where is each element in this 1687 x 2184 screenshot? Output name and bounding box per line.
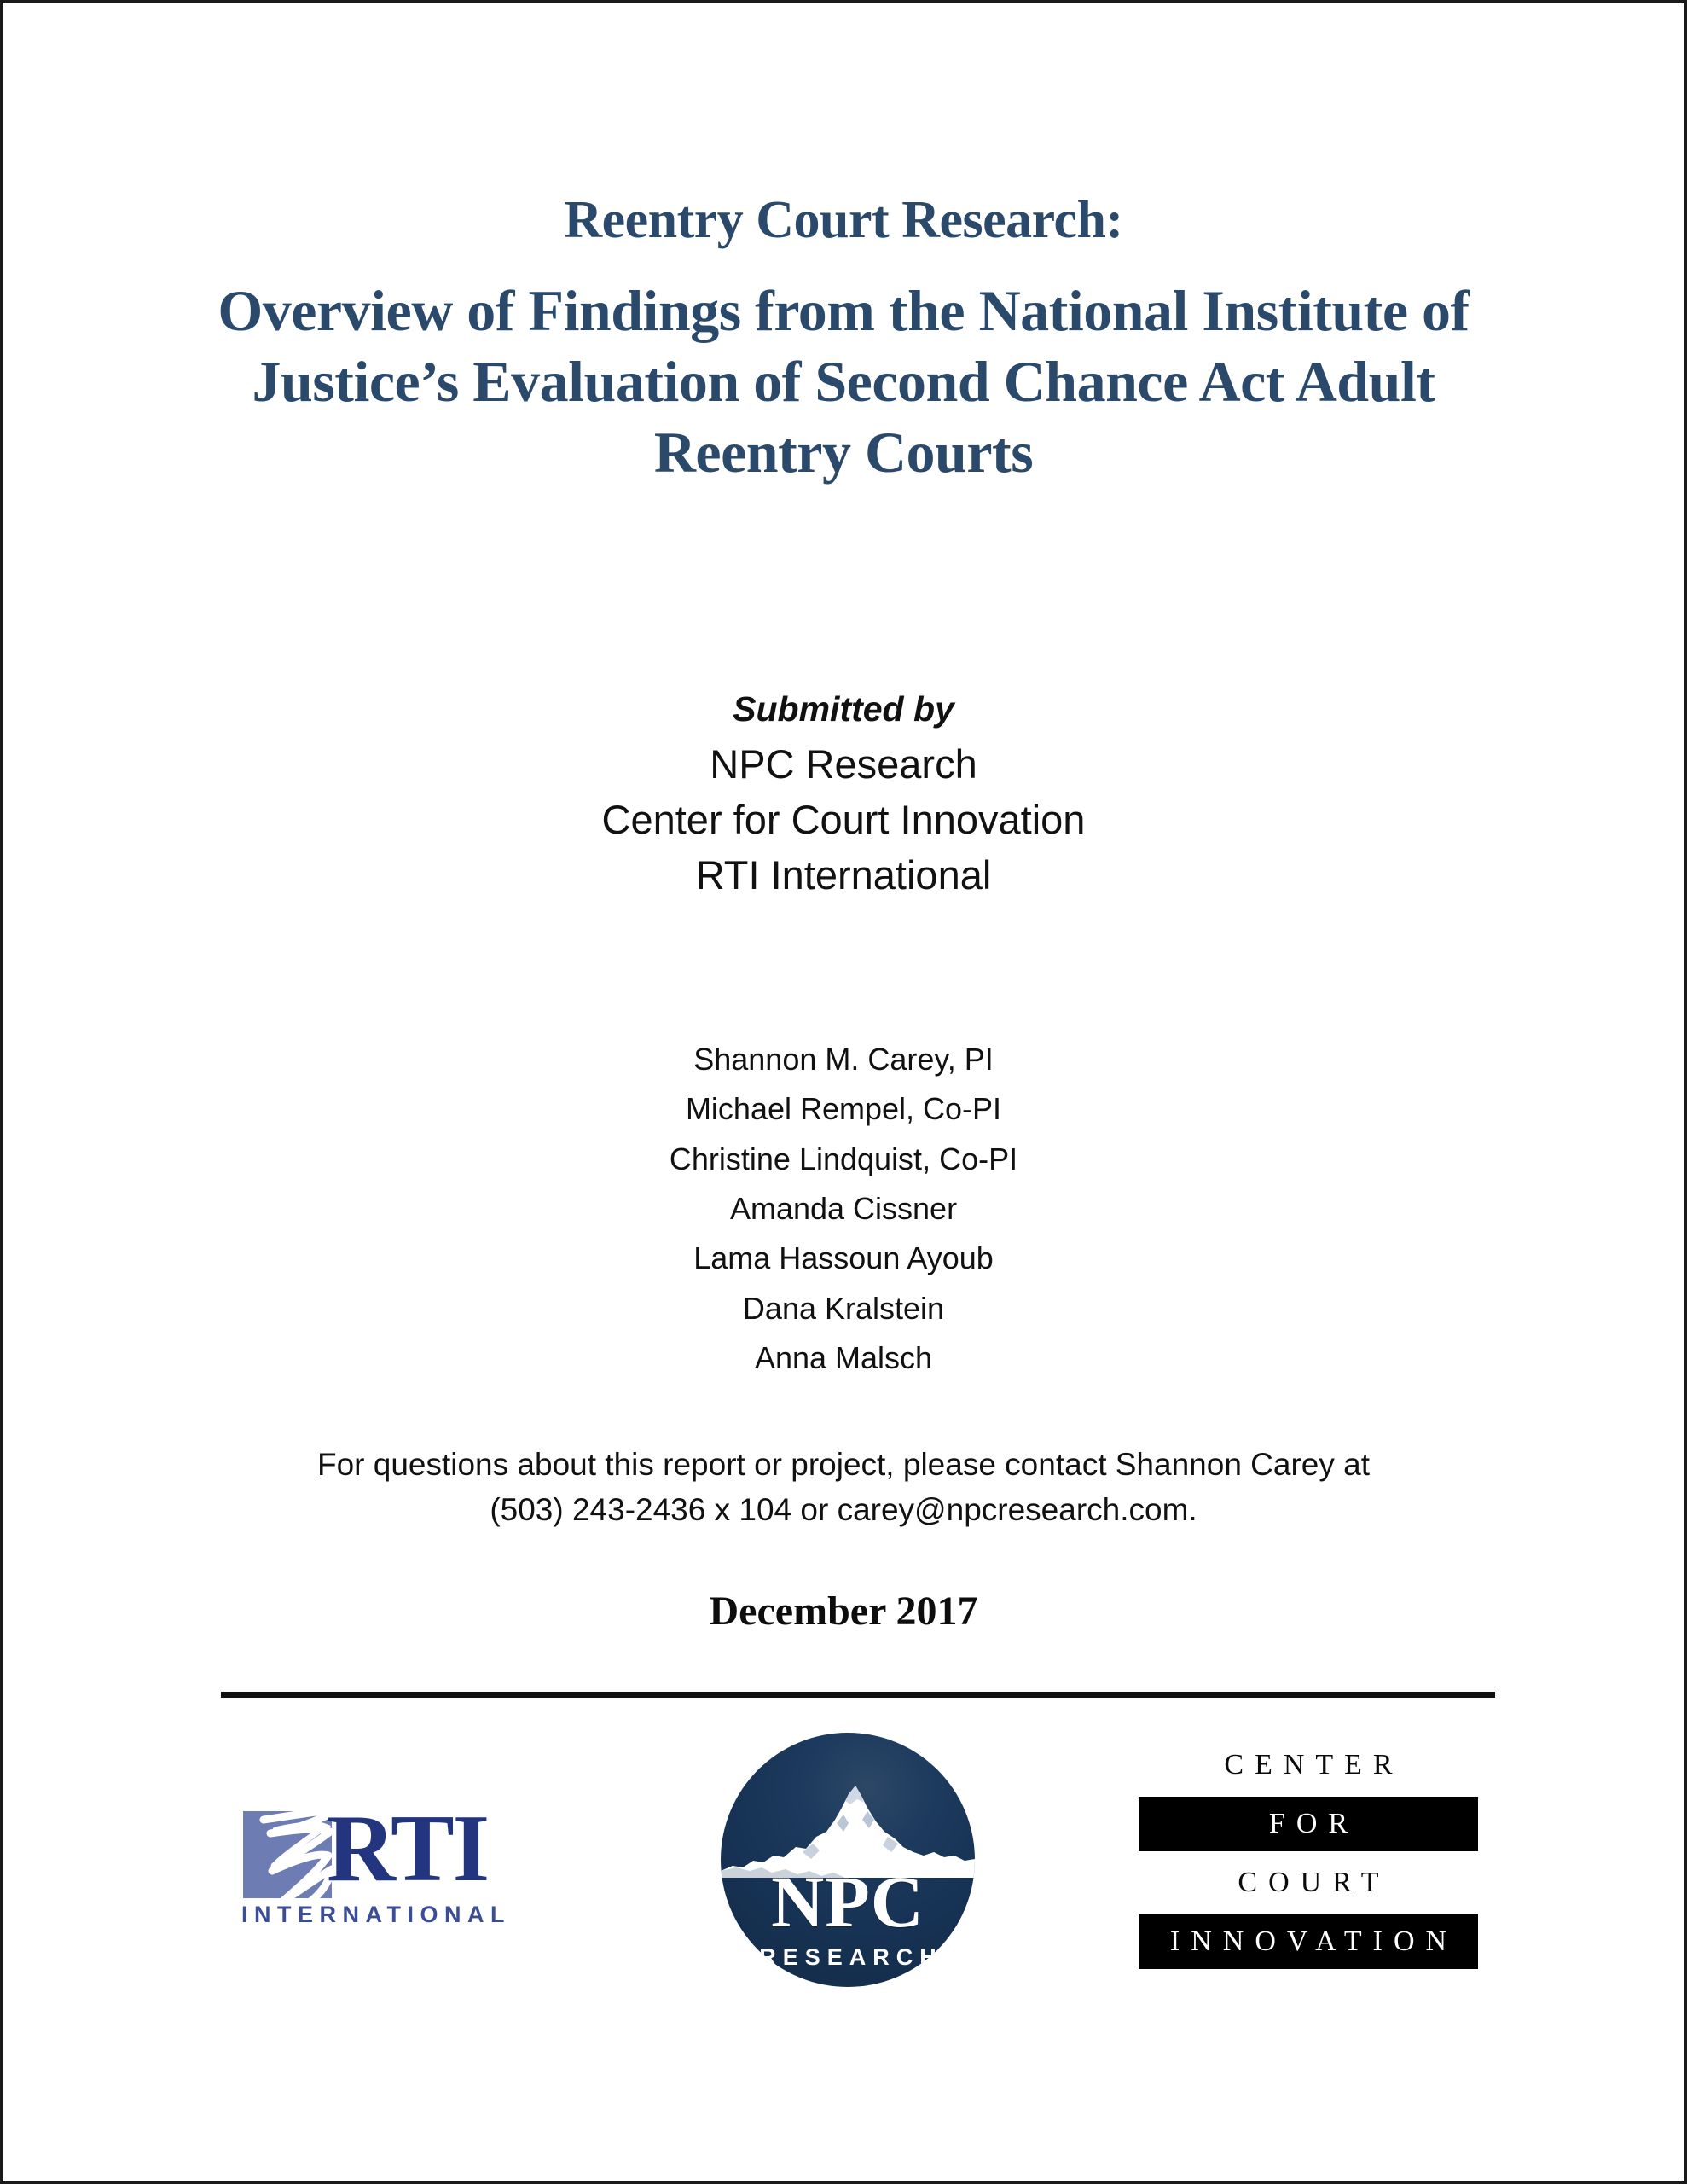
title-line-2: Overview of Findings from the National Institute of [217, 277, 1470, 343]
npc-research-logo [721, 1733, 975, 1987]
npc-abbrev: NPC [771, 1861, 925, 1943]
author-item: Christine Lindquist, Co-PI [669, 1141, 1018, 1176]
cci-line-court: COURT [1238, 1867, 1390, 1898]
rti-subtitle: INTERNATIONAL [241, 1902, 511, 1927]
author-item: Lama Hassoun Ayoub [693, 1240, 994, 1276]
npc-subtitle: RESEARCH [759, 1943, 943, 1970]
contact-line-1: For questions about this report or project, please contact Shannon Carey at [316, 1447, 1371, 1482]
author-item: Anna Malsch [754, 1339, 933, 1375]
contact-line-2: (503) 243-2436 x 104 or carey@npcresearch.com. [490, 1491, 1197, 1527]
title-line-4: Reentry Courts [653, 419, 1034, 485]
cci-line-for: FOR [1139, 1797, 1478, 1851]
author-item: Dana Kralstein [742, 1290, 945, 1326]
title-line-1: Reentry Court Research: [564, 191, 1123, 249]
rti-wordmark: RTI [327, 1796, 489, 1902]
organization-center-for-court-innovation: Center for Court Innovation [601, 797, 1086, 843]
submitted-by-block [3, 681, 1684, 903]
cci-spacer [1139, 1907, 1478, 1914]
contact-information [3, 1443, 1684, 1532]
cci-line-innovation: INNOVATION [1139, 1914, 1478, 1969]
submitted-by-label: Submitted by [733, 689, 954, 729]
author-list [3, 1035, 1684, 1383]
publication-date-text: December 2017 [709, 1589, 978, 1634]
rti-international-logo [240, 1796, 530, 1953]
publication-date [3, 1588, 1684, 1635]
page-title [3, 189, 1684, 487]
center-for-court-innovation-logo [1139, 1741, 1478, 1989]
author-item: Shannon M. Carey, PI [693, 1042, 994, 1077]
author-item: Michael Rempel, Co-PI [685, 1091, 1002, 1127]
cci-spacer [1139, 1789, 1478, 1797]
npc-text-block [721, 1861, 975, 1971]
author-item: Amanda Cissner [729, 1190, 958, 1226]
cci-spacer [1139, 1851, 1478, 1859]
title-line-3: Justice’s Evaluation of Second Chance Act Adult [252, 348, 1435, 414]
horizontal-divider [221, 1692, 1495, 1698]
organization-rti-international: RTI International [695, 852, 992, 898]
logo-row [3, 1726, 1684, 2016]
cci-line-center: CENTER [1224, 1749, 1404, 1780]
npc-circle-icon [721, 1733, 975, 1987]
organization-npc-research: NPC Research [710, 741, 977, 787]
